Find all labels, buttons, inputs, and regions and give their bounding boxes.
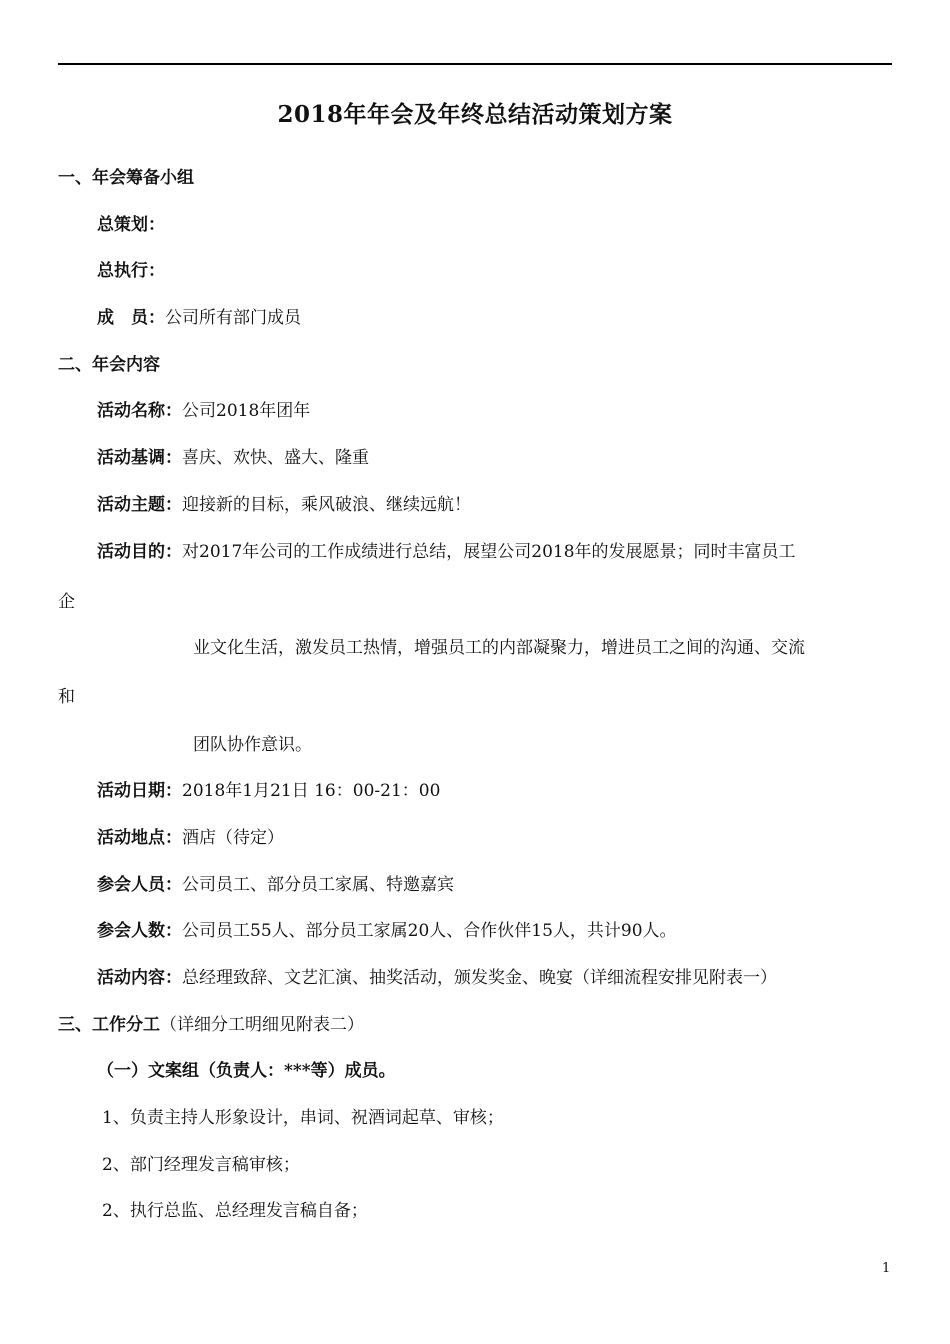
activity-program-label: 活动内容： xyxy=(97,968,182,988)
activity-theme-label: 活动主题： xyxy=(97,495,182,515)
attendee-count-value: 公司员工55人、部分员工家属20人、合作伙伴15人，共计90人。 xyxy=(182,921,677,941)
list-item: 2、部门经理发言稿审核； xyxy=(102,1155,300,1175)
section-division-note: （详细分工明细见附表二） xyxy=(160,1015,364,1035)
activity-purpose-row xyxy=(97,540,796,564)
activity-purpose-line1: 对2017年公司的工作成绩进行总结，展望公司2018年的发展愿景；同时丰富员工 xyxy=(182,542,796,562)
attendees-label: 参会人员： xyxy=(97,875,182,895)
activity-date-label: 活动日期： xyxy=(97,781,182,801)
attendees-row xyxy=(97,873,454,897)
activity-venue-label: 活动地点： xyxy=(97,828,182,848)
members-value: 公司所有部门成员 xyxy=(165,308,301,328)
list-item: 2、执行总监、总经理发言稿自备； xyxy=(102,1201,368,1221)
copywriting-group-heading: （一）文案组（负责人：***等）成员。 xyxy=(97,1061,396,1081)
purpose-wrap-2: 和 xyxy=(58,687,75,707)
activity-theme-row xyxy=(97,493,471,517)
activity-program-value: 总经理致辞、文艺汇演、抽奖活动，颁发奖金、晚宴（详细流程安排见附表一） xyxy=(182,968,777,988)
activity-venue-row xyxy=(97,826,284,850)
activity-tone-label: 活动基调： xyxy=(97,448,182,468)
activity-date-value: 2018年1月21日 16：00-21：00 xyxy=(182,781,441,801)
activity-name-row xyxy=(97,399,310,423)
header-rule xyxy=(58,63,892,65)
section-heading-team: 一、年会筹备小组 xyxy=(58,168,194,188)
activity-program-row xyxy=(97,966,777,990)
executor-label: 总执行： xyxy=(97,261,165,281)
activity-purpose-label: 活动目的： xyxy=(97,542,182,562)
members-label: 成 员： xyxy=(97,308,165,328)
activity-tone-row xyxy=(97,446,369,470)
page-number: 1 xyxy=(882,1261,891,1276)
activity-purpose-line3: 团队协作意识。 xyxy=(193,735,312,755)
section-heading-division-row xyxy=(58,1013,364,1037)
section-heading-content: 二、年会内容 xyxy=(58,355,160,375)
list-item: 1、负责主持人形象设计，串词、祝酒词起草、审核； xyxy=(102,1108,504,1128)
activity-name-value: 公司2018年团年 xyxy=(182,401,311,421)
attendees-value: 公司员工、部分员工家属、特邀嘉宾 xyxy=(182,875,454,895)
purpose-wrap-1: 企 xyxy=(58,592,75,612)
activity-venue-value: 酒店（待定） xyxy=(182,828,284,848)
activity-tone-value: 喜庆、欢快、盛大、隆重 xyxy=(182,448,369,468)
activity-name-label: 活动名称： xyxy=(97,401,182,421)
planner-label: 总策划： xyxy=(97,215,165,235)
activity-purpose-line2: 业文化生活，激发员工热情，增强员工的内部凝聚力，增进员工之间的沟通、交流 xyxy=(193,638,805,658)
attendee-count-label: 参会人数： xyxy=(97,921,182,941)
members-row xyxy=(97,306,301,330)
section-heading-division: 三、工作分工 xyxy=(58,1015,160,1035)
attendee-count-row xyxy=(97,919,677,943)
activity-date-row xyxy=(97,779,440,803)
document-title: 2018年年会及年终总结活动策划方案 xyxy=(277,101,673,128)
activity-theme-value: 迎接新的目标，乘风破浪、继续远航！ xyxy=(182,495,471,515)
